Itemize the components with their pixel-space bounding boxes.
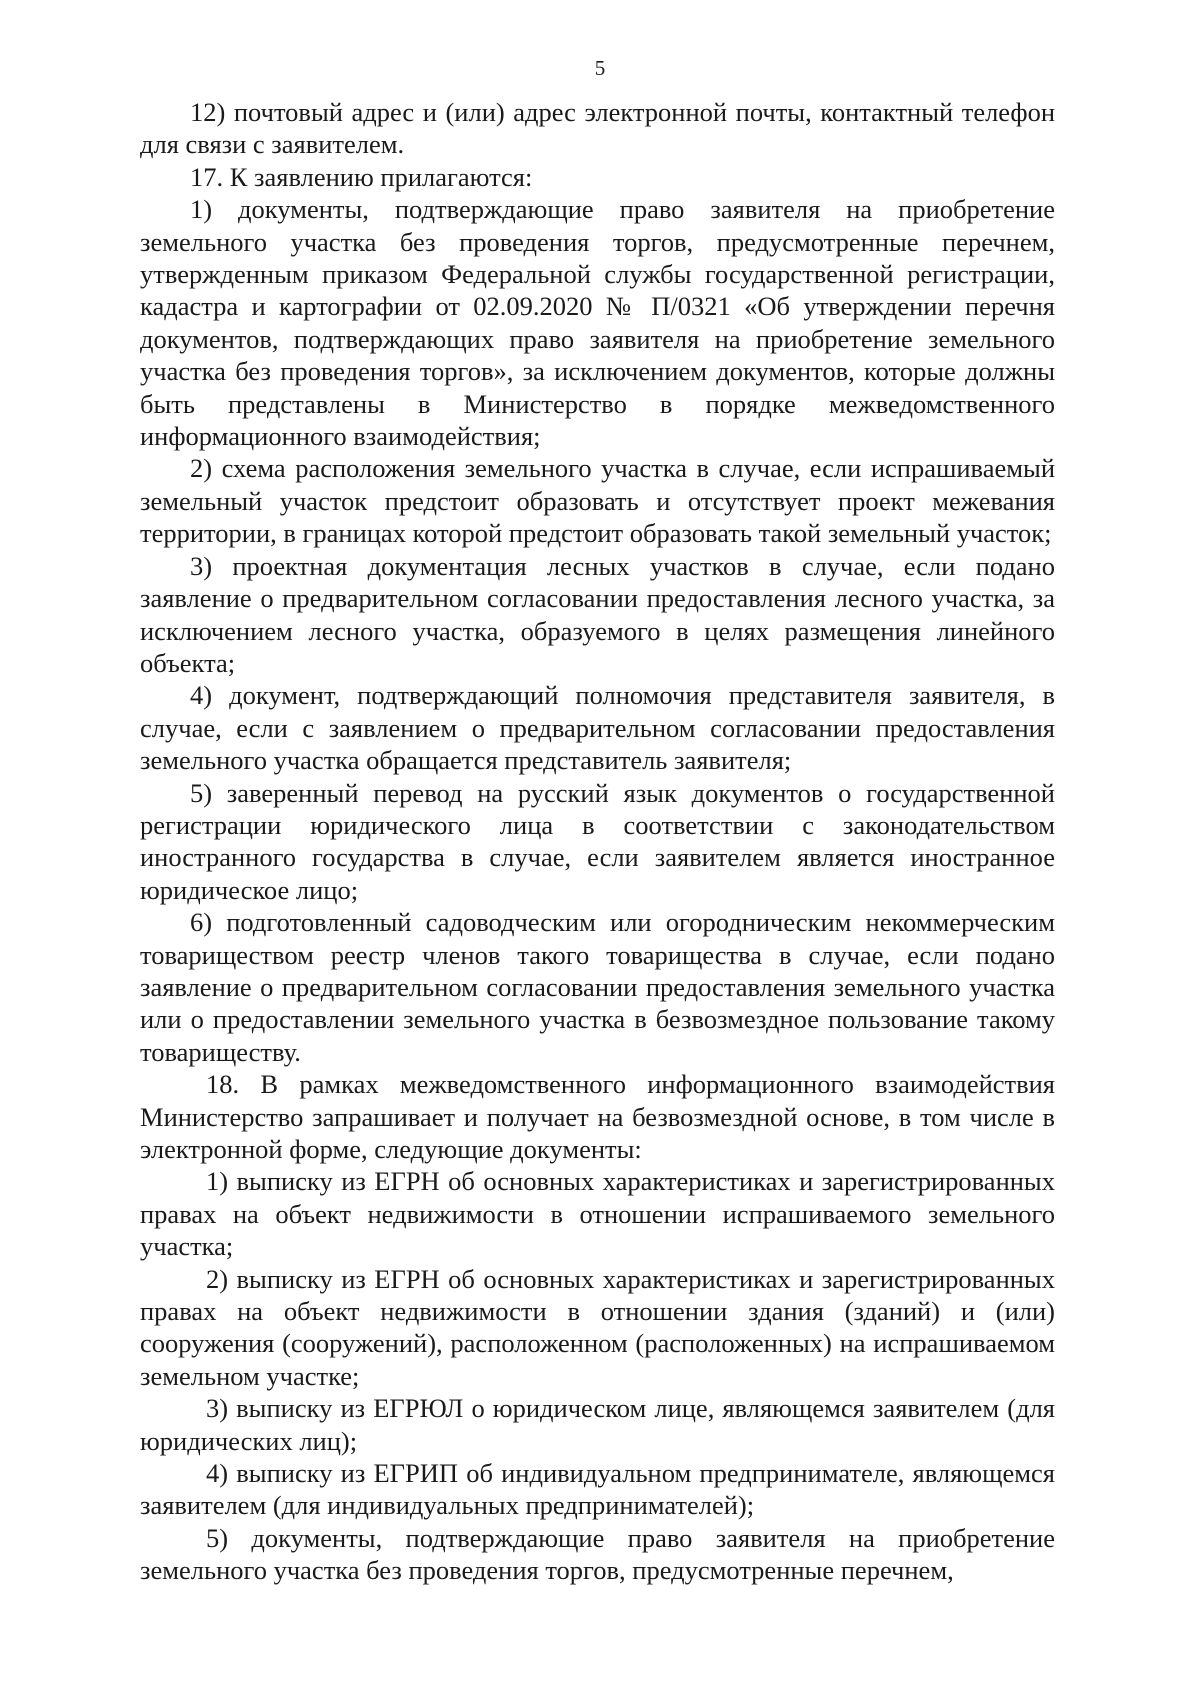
paragraph-17-item-2: 2) схема расположения земельного участка в случае, если испрашиваемый земельный участок предстоит образовать и отсутствует проект межевания территории, в границах которой предстоит образовать такой земельный участок; xyxy=(140,453,1055,549)
page-number: 5 xyxy=(594,56,606,80)
paragraph-17-item-6: 6) подготовленный садоводческим или огородническим некоммерческим товариществом реестр членов такого товарищества в случае, если подано заявление о предварительном согласовании предоставления земельного участка или о предоставлении земельного участка в безвозмездное пользование такому товариществу. xyxy=(140,907,1055,1067)
paragraph-18-item-1: 1) выписку из ЕГРН об основных характеристиках и зарегистрированных правах на объект недвижимости в отношении испрашиваемого земельного участка; xyxy=(140,1166,1055,1262)
paragraph-17-item-1: 1) документы, подтверждающие право заявителя на приобретение земельного участка без проведения торгов, предусмотренные перечнем, утвержденным приказом Федеральной службы государственной регистрации, кадастра и картографии от 02.09.2020 № П/0321 «Об утверждении перечня документов, подтверждающих право заявителя на приобретение земельного участка без проведения торгов», за исключением документов, которые должны быть представлены в Министерство в порядке межведомственного информационного взаимодействия; xyxy=(140,194,1055,452)
paragraph-section-17: 17. К заявлению прилагаются: xyxy=(190,161,533,192)
paragraph-18-item-5: 5) документы, подтверждающие право заявителя на приобретение земельного участка без проведения торгов, предусмотренные перечнем, xyxy=(140,1522,1055,1586)
paragraph-section-18: 18. В рамках межведомственного информационного взаимодействия Министерство запрашивает и получает на безвозмездной основе, в том числе в электронной форме, следующие документы: xyxy=(140,1069,1055,1164)
paragraph-18-item-4: 4) выписку из ЕГРИП об индивидуальном предпринимателе, являющемся заявителем (для индивидуальных предпринимателей); xyxy=(140,1458,1055,1521)
paragraph-18-item-3: 3) выписку из ЕГРЮЛ о юридическом лице, являющемся заявителем (для юридических лиц); xyxy=(140,1393,1055,1456)
paragraph-17-item-4: 4) документ, подтверждающий полномочия представителя заявителя, в случае, если с заявлением о предварительном согласовании предоставления земельного участка обращается представитель заявителя; xyxy=(140,680,1055,776)
paragraph-contact-address: 12) почтовый адрес и (или) адрес электронной почты, контактный телефон для связи с заявителем. xyxy=(140,97,1055,160)
paragraph-17-item-3: 3) проектная документация лесных участков в случае, если подано заявление о предварительном согласовании предоставления лесного участка, за исключением лесного участка, образуемого в целях размещения линейного объекта; xyxy=(140,550,1055,678)
document-body xyxy=(140,96,1055,1587)
paragraph-18-item-2: 2) выписку из ЕГРН об основных характеристиках и зарегистрированных правах на объект недвижимости в отношении здания (зданий) и (или) сооружения (сооружений), расположенном (расположенных) на испрашиваемом земельном участке; xyxy=(140,1263,1055,1391)
paragraph-17-item-5: 5) заверенный перевод на русский язык документов о государственной регистрации юридического лица в соответствии с законодательством иностранного государства в случае, если заявителем является иностранное юридическое лицо; xyxy=(140,777,1055,905)
